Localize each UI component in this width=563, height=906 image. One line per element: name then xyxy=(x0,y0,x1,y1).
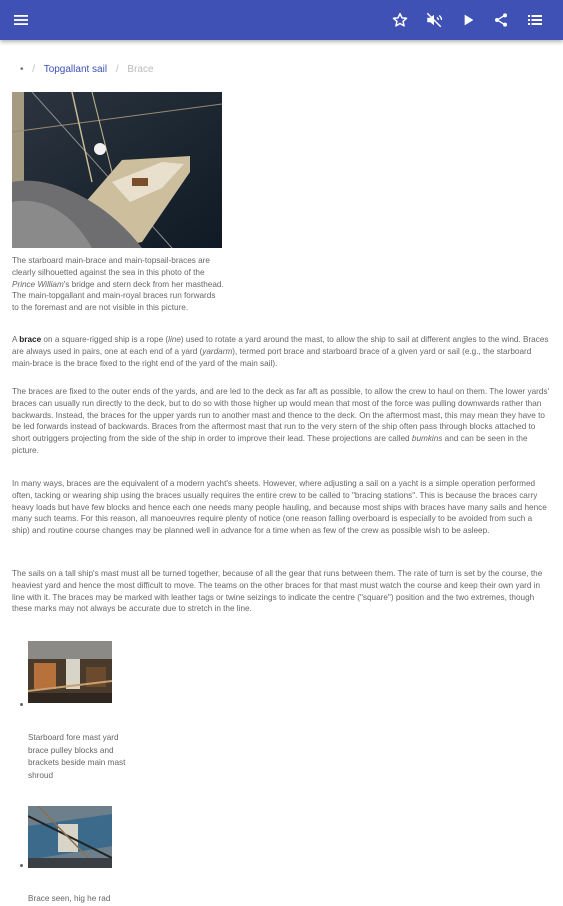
caption-ship-name: Prince William xyxy=(12,279,64,289)
term-brace: brace xyxy=(19,335,42,344)
breadcrumb-parent-link[interactable]: Topgallant sail xyxy=(43,64,108,75)
paragraph-text: A xyxy=(12,335,20,344)
photo-brace-rigging xyxy=(28,806,112,868)
breadcrumb xyxy=(20,64,160,75)
share-icon xyxy=(493,12,509,28)
photo-pulley-blocks xyxy=(28,641,112,703)
caption-text: 's bridge and stern deck from her masthead. The main-topgallant and main-royal braces run forwards to the foremast and are not visible in this picture. xyxy=(12,279,224,313)
paragraph-turning: The sails on a tall ship's mast must all be turned together, because of all the gear that runs between them. The rate of turn is set by the course, the heaviest yard and hence the most difficult to move. The teams on the other braces for that mast must watch the course and keep their own yard in line with it. The braces may be marked with leather tags or twine seizings to indicate the centre ("square") position and the two extremes, though these marks may not always be accurate due to stretch in the line. xyxy=(12,569,543,614)
star-icon xyxy=(391,11,409,29)
share-button[interactable] xyxy=(489,8,513,32)
paragraph-fixing xyxy=(12,386,552,457)
gallery-image[interactable] xyxy=(28,641,112,703)
breadcrumb-current: Brace xyxy=(127,64,154,75)
breadcrumb-separator: / xyxy=(32,64,36,75)
paragraph-text: ) used to rotate a yard around the mast, to allow the ship to sail at different angles to the wind. Braces are always used in pairs, one at each end of a yard ( xyxy=(12,335,549,356)
hamburger-menu-icon xyxy=(13,13,29,27)
caption-text: The starboard main-brace and main-topsail-braces are clearly silhouetted against the sea in this photo of the xyxy=(12,256,210,277)
gallery-image[interactable] xyxy=(28,806,112,868)
ship-photo xyxy=(12,92,222,248)
paragraph-yacht-comparison: In many ways, braces are the equivalent of a modern yacht's sheets. However, where adjusting a sail on a yacht is a simple operation performed often, tacking or wearing ship using the braces usually requires the entire crew to be called to "bracing stations". This is because the braces carry heavy loads but have few blocks and hence each one needs many people hauling, and because most ships with braces have many sails and hence many such teams. For this reason, all manoeuvres require plenty of notice (one reason falling overboard is especially to be avoided from such a ship) and routine course changes may be planned well in advance for a time when as few of the crew as possible wish to be asleep. xyxy=(12,479,547,536)
play-icon xyxy=(460,12,476,28)
term-line: line xyxy=(168,335,181,344)
gallery-caption: Brace seen, hig he rad xyxy=(28,894,111,903)
mute-button[interactable] xyxy=(422,8,446,32)
breadcrumb-separator: / xyxy=(115,64,119,75)
paragraph-text: The braces are fixed to the outer ends of the yards, and are led to the deck as far aft as possible, to allow the crew to haul on them. The lower yards' braces can usually run directly to the deck, but to do so with those higher up would mean that most of the force was pulling downwards rather than backwards. Instead, the braces for the upper yards run to another mast and thence to the deck. On the aftermost mast, this may mean they have to be led forwards instead of backwards. Braces from the aftermost mast that run to the very stern of the ship often pass through blocks attached to short outriggers projecting from the side of the ship in order to improve their lead. These projections are called xyxy=(12,387,550,444)
term-yardarm: yardarm xyxy=(202,346,233,356)
gallery-caption: Starboard fore mast yard brace pulley blocks and brackets beside main mast shroud xyxy=(28,733,126,780)
paragraph-text: and can be seen in the picture. xyxy=(12,434,528,455)
app-bar xyxy=(0,0,563,40)
menu-button[interactable] xyxy=(9,8,33,32)
photo-caption xyxy=(12,255,224,314)
table-of-contents-icon xyxy=(527,13,543,27)
breadcrumb-home[interactable]: • xyxy=(20,64,24,75)
paragraph-text: on a square-rigged ship is a rope ( xyxy=(41,335,169,344)
contents-button[interactable] xyxy=(523,8,547,32)
term-bumkins: bumkins xyxy=(411,434,443,444)
paragraph-text: ), termed port brace and starboard brace of a given yard or sail (e.g., the starboard main-brace is the brace fixed to the right end of the yard of the main sail). xyxy=(12,346,532,368)
bookmark-button[interactable] xyxy=(388,8,412,32)
list-bullet xyxy=(20,864,23,867)
play-button[interactable] xyxy=(456,8,480,32)
list-bullet xyxy=(20,703,23,706)
intro-paragraph xyxy=(12,334,552,369)
volume-off-icon xyxy=(425,11,443,29)
article-photo-ship-deck[interactable] xyxy=(12,92,222,248)
